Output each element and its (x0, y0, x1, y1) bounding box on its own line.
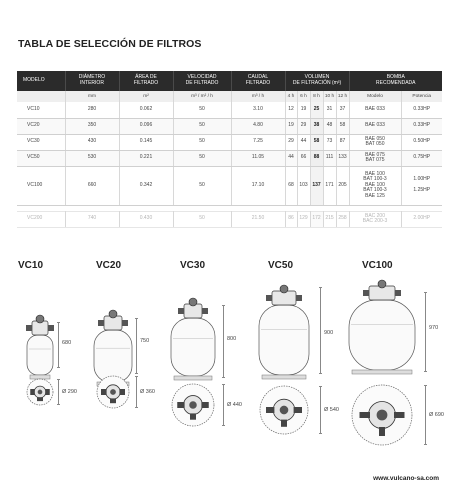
cell-h4: 44 (285, 150, 297, 166)
cell-h8: 137 (310, 166, 323, 205)
cell-h4: 68 (285, 166, 297, 205)
cell-caudal: 21.50 (231, 211, 285, 227)
cell-h10: 48 (323, 118, 336, 134)
unit-h10: 10 h (323, 91, 336, 102)
cell-potencia: 2.00HP (401, 211, 442, 227)
unit-velocidad: m³ / m² / h (173, 91, 231, 102)
header-area-text: ÁREA DE FILTRADO (133, 74, 159, 86)
header-velocidad-text: VELOCIDAD DE FILTRADO (185, 74, 219, 86)
height-label: 900 (324, 330, 334, 336)
height-dimension-line (58, 322, 59, 368)
table-row (17, 102, 442, 118)
diameter-dimension-line (320, 386, 321, 434)
cell-vel: 50 (173, 150, 231, 166)
filter-selection-table (17, 71, 442, 228)
header-caudal-text: CAUDAL FILTRADO (245, 74, 271, 86)
cell-caudal: 4.80 (231, 118, 285, 134)
cell-area: 0.145 (119, 134, 173, 150)
cell-area: 0.062 (119, 102, 173, 118)
cell-vel: 50 (173, 166, 231, 205)
filter-label-vc50: VC50 (268, 260, 294, 271)
height-label: 750 (140, 338, 150, 344)
cell-h12: 87 (336, 134, 349, 150)
cell-h10: 171 (323, 166, 336, 205)
cell-diam: 350 (65, 118, 119, 134)
header-diametro (65, 71, 119, 91)
cell-vel: 50 (173, 134, 231, 150)
cell-model: VC30 (17, 134, 65, 150)
cell-diam: 280 (65, 102, 119, 118)
cell-h12: 37 (336, 102, 349, 118)
cell-potencia: 0.33HP (401, 118, 442, 134)
cell-h12: 205 (336, 166, 349, 205)
cell-h6: 129 (297, 211, 310, 227)
diameter-dimension-line (425, 385, 426, 445)
cell-bomba: BAC 200 BAC 200-3 (349, 211, 401, 227)
height-dimension-line (320, 287, 321, 374)
table-row (17, 118, 442, 134)
header-bomba-text: BOMBA RECOMENDADA (376, 74, 416, 86)
cell-h10: 111 (323, 150, 336, 166)
diameter-label: Ø 360 (140, 389, 155, 395)
height-dimension-line (425, 292, 426, 372)
cell-h10: 215 (323, 211, 336, 227)
diameter-label: Ø 540 (324, 407, 339, 413)
page-title: TABLA DE SELECCIÓN DE FILTROS (18, 38, 202, 50)
filter-top-view (347, 380, 417, 450)
cell-model: VC50 (17, 150, 65, 166)
cell-bomba: BAE 075 BAT 075 (349, 150, 401, 166)
cell-potencia: 0.33HP (401, 102, 442, 118)
cell-model: VC20 (17, 118, 65, 134)
cell-caudal: 11.05 (231, 150, 285, 166)
filter-top-view (92, 371, 134, 413)
cell-vel: 50 (173, 102, 231, 118)
cell-vel: 50 (173, 118, 231, 134)
cell-diam: 740 (65, 211, 119, 227)
unit-h6: 6 h (297, 91, 310, 102)
cell-diam: 430 (65, 134, 119, 150)
diameter-dimension-line (136, 376, 137, 408)
height-label: 680 (62, 340, 72, 346)
table-row (17, 166, 442, 205)
unit-caudal: m³ / h (231, 91, 285, 102)
diameter-label: Ø 690 (429, 412, 444, 418)
header-volumen-text: VOLUMEN DE FILTRACIÓN (m³) (292, 74, 342, 86)
cell-h10: 73 (323, 134, 336, 150)
unit-diametro: mm (65, 91, 119, 102)
header-velocidad (173, 71, 231, 91)
cell-bomba: BAE 100 BAT 100-3 BAE 100 BAT 100-3 BAE 125 (349, 166, 401, 205)
table-header-row (17, 71, 442, 91)
cell-caudal: 3.10 (231, 102, 285, 118)
cell-diam: 660 (65, 166, 119, 205)
unit-h4: 4 h (285, 91, 297, 102)
cell-h6: 66 (297, 150, 310, 166)
header-caudal (231, 71, 285, 91)
filter-side-view (161, 298, 225, 386)
cell-h6: 44 (297, 134, 310, 150)
cell-potencia: 1.00HP 1.25HP (401, 166, 442, 205)
cell-diam: 530 (65, 150, 119, 166)
units-row (17, 91, 442, 102)
filter-top-view (255, 381, 313, 439)
cell-area: 0.221 (119, 150, 173, 166)
cell-h6: 29 (297, 118, 310, 134)
cell-h8: 172 (310, 211, 323, 227)
cell-caudal: 17.10 (231, 166, 285, 205)
cell-h4: 12 (285, 102, 297, 118)
unit-h12: 12 h (336, 91, 349, 102)
cell-h10: 31 (323, 102, 336, 118)
filter-side-view (339, 280, 425, 380)
unit-potencia: Potencia (401, 91, 442, 102)
diameter-label: Ø 440 (227, 402, 242, 408)
cell-h8: 38 (310, 118, 323, 134)
header-volumen (285, 71, 349, 91)
cell-bomba: BAE 033 (349, 118, 401, 134)
diameter-dimension-line (223, 384, 224, 426)
cell-model: VC100 (17, 166, 65, 205)
unit-h8: 8 h (310, 91, 323, 102)
website-url: www.vulcano-sa.com (373, 475, 439, 482)
cell-h8: 25 (310, 102, 323, 118)
filter-side-view (249, 285, 319, 385)
cell-potencia: 0.50HP (401, 134, 442, 150)
unit-modelo: Modelo (349, 91, 401, 102)
cell-model: VC200 (17, 211, 65, 227)
diameter-dimension-line (58, 379, 59, 405)
cell-h12: 58 (336, 118, 349, 134)
cell-h6: 103 (297, 166, 310, 205)
cell-area: 0.096 (119, 118, 173, 134)
header-diametro-text: DIÁMETRO INTERIOR (78, 74, 106, 86)
filter-label-vc20: VC20 (96, 260, 122, 271)
table-row (17, 134, 442, 150)
cell-h12: 258 (336, 211, 349, 227)
cell-h8: 58 (310, 134, 323, 150)
header-modelo: MODELO (17, 71, 65, 91)
cell-model: VC10 (17, 102, 65, 118)
diameter-label: Ø 290 (62, 389, 77, 395)
cell-h4: 86 (285, 211, 297, 227)
height-dimension-line (223, 305, 224, 378)
cell-h6: 19 (297, 102, 310, 118)
filter-label-vc10: VC10 (18, 260, 44, 271)
filter-label-vc30: VC30 (180, 260, 206, 271)
cell-h4: 29 (285, 134, 297, 150)
cell-h4: 19 (285, 118, 297, 134)
cell-area: 0.342 (119, 166, 173, 205)
filter-top-view (167, 379, 219, 431)
unit-area: m² (119, 91, 173, 102)
cell-potencia: 0.75HP (401, 150, 442, 166)
filter-top-view (22, 374, 58, 410)
height-dimension-line (136, 318, 137, 374)
cell-caudal: 7.25 (231, 134, 285, 150)
height-label: 970 (429, 325, 439, 331)
header-area (119, 71, 173, 91)
cell-h8: 88 (310, 150, 323, 166)
height-label: 800 (227, 336, 237, 342)
cell-bomba: BAE 050 BAT 050 (349, 134, 401, 150)
cell-vel: 50 (173, 211, 231, 227)
table-row (17, 150, 442, 166)
header-bomba (349, 71, 442, 91)
unit-blank (17, 91, 65, 102)
cell-bomba: BAE 033 (349, 102, 401, 118)
table-row-faded (17, 211, 442, 227)
filter-label-vc100: VC100 (362, 260, 393, 271)
cell-h12: 133 (336, 150, 349, 166)
cell-area: 0.430 (119, 211, 173, 227)
